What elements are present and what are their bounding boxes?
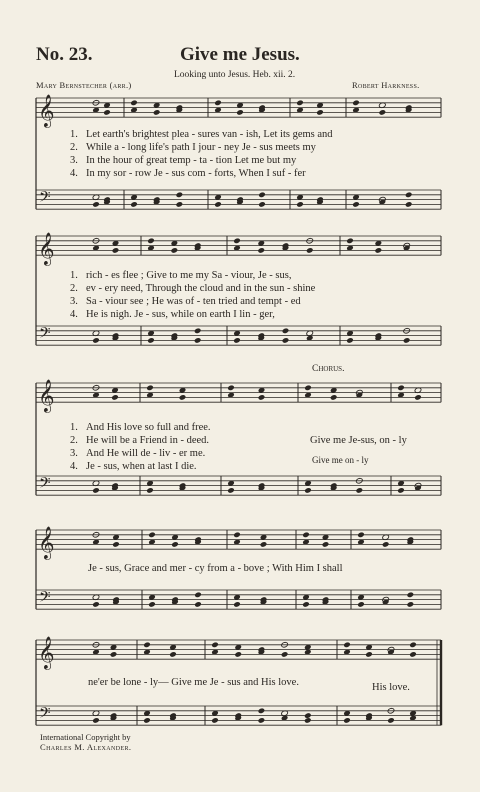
- note-head: [407, 592, 415, 599]
- note-head: [211, 642, 219, 649]
- note-head: [112, 541, 120, 548]
- note-head: [233, 238, 241, 245]
- note-head: [194, 328, 202, 335]
- system3-verse2: 2. He will be a Friend in - deed.: [70, 435, 210, 446]
- note-head: [92, 601, 100, 608]
- note-head: [397, 385, 405, 392]
- note-head: [143, 642, 151, 649]
- bass-clef-icon: 𝄢: [39, 474, 51, 496]
- note-head: [153, 109, 161, 116]
- note-head: [227, 385, 235, 392]
- note-head: [405, 192, 413, 199]
- note-head: [147, 337, 155, 344]
- note-head: [365, 651, 373, 658]
- note-head: [387, 717, 395, 724]
- bass-clef-icon: 𝄢: [39, 704, 51, 726]
- note-head: [233, 337, 241, 344]
- system3-verse3: 3. And He will de - liv - er me.: [70, 448, 206, 459]
- note-head: [146, 487, 154, 494]
- hymn-title: Give me Jesus.: [180, 44, 300, 65]
- note-head: [227, 487, 235, 494]
- system5-lyrics: ne'er be lone - ly— Give me Je - sus and His love.: [88, 677, 299, 688]
- note-head: [194, 601, 202, 608]
- note-head: [356, 487, 364, 494]
- treble-clef-icon: 𝄞: [38, 636, 55, 670]
- note-head: [130, 100, 138, 107]
- system5-echo: His love.: [372, 682, 410, 693]
- note-head: [403, 337, 411, 344]
- note-head: [304, 712, 312, 719]
- hymn-number: No. 23.: [36, 44, 93, 65]
- note-head: [316, 109, 324, 116]
- copyright-notice: [40, 732, 131, 752]
- note-head: [214, 100, 222, 107]
- system1-verse3: 3. In the hour of great temp - ta - tion Let me but my: [70, 155, 297, 166]
- note-head: [111, 394, 119, 401]
- note-heads: [92, 100, 422, 724]
- note-head: [282, 337, 290, 344]
- note-head: [357, 601, 365, 608]
- note-head: [409, 651, 417, 658]
- note-head: [302, 532, 310, 539]
- note-head: [330, 394, 338, 401]
- copyright-holder: Charles M. Alexander.: [40, 742, 132, 752]
- note-head: [169, 651, 177, 658]
- note-head: [304, 717, 312, 724]
- treble-clef-icon: 𝄞: [38, 232, 55, 266]
- note-head: [112, 247, 120, 254]
- note-head: [211, 717, 219, 724]
- system2-verse3: 3. Sa - viour see ; He was of - ten tried and tempt - ed: [70, 296, 301, 307]
- system3-verse1: 1. And His love so full and free.: [70, 422, 211, 433]
- note-head: [147, 238, 155, 245]
- note-head: [148, 532, 156, 539]
- author-credit: Robert Harkness.: [352, 80, 420, 90]
- note-head: [304, 487, 312, 494]
- note-head: [258, 708, 266, 715]
- staff-lines: [36, 98, 441, 725]
- system2-verse2: 2. ev - ery need, Through the cloud and in the sun - shine: [70, 283, 316, 294]
- note-head: [302, 601, 310, 608]
- note-head: [194, 337, 202, 344]
- note-head: [258, 717, 266, 724]
- system2-verse1: 1. rich - es flee ; Give to me my Sa - viour, Je - sus,: [70, 270, 292, 281]
- bass-clef-icon: 𝄢: [39, 588, 51, 610]
- note-head: [346, 238, 354, 245]
- note-head: [214, 201, 222, 208]
- note-head: [176, 201, 184, 208]
- note-head: [397, 487, 405, 494]
- scripture-reference: Looking unto Jesus. Heb. xii. 2.: [174, 70, 296, 80]
- note-head: [194, 592, 202, 599]
- composer-credit: Mary Bernstecher (arr.): [36, 80, 132, 90]
- note-head: [282, 328, 290, 335]
- note-head: [130, 201, 138, 208]
- note-head: [346, 337, 354, 344]
- note-head: [382, 541, 390, 548]
- note-head: [234, 651, 242, 658]
- chorus-bass-text: Give me on - ly: [312, 455, 369, 465]
- note-head: [179, 394, 187, 401]
- note-head: [92, 201, 100, 208]
- note-head: [357, 532, 365, 539]
- system1-verse1: 1. Let earth's brightest plea - sures van - ish, Let its gems and: [70, 129, 333, 140]
- note-head: [343, 642, 351, 649]
- note-head: [304, 385, 312, 392]
- note-head: [260, 541, 268, 548]
- note-head: [322, 541, 330, 548]
- note-head: [176, 192, 184, 199]
- system1-verse4: 4. In my sor - row Je - sus com - forts, When I suf - fer: [70, 168, 306, 179]
- note-head: [233, 532, 241, 539]
- system1-verse2: 2. While a - long life's path I jour - ney Je - sus meets my: [70, 142, 316, 153]
- bass-clef-icon: 𝄢: [39, 188, 51, 210]
- note-head: [375, 247, 383, 254]
- note-head: [171, 541, 179, 548]
- note-head: [110, 651, 118, 658]
- chorus-label: Chorus.: [312, 364, 345, 374]
- copyright-line: International Copyright by: [40, 732, 131, 742]
- note-head: [146, 385, 154, 392]
- note-head: [258, 394, 266, 401]
- note-head: [407, 601, 415, 608]
- note-head: [409, 642, 417, 649]
- note-head: [92, 717, 100, 724]
- note-head: [296, 201, 304, 208]
- note-head: [148, 601, 156, 608]
- note-head: [352, 201, 360, 208]
- note-head: [103, 109, 111, 116]
- note-head: [233, 601, 241, 608]
- note-head: [258, 192, 266, 199]
- note-head: [258, 201, 266, 208]
- bass-clef-icon: 𝄢: [39, 324, 51, 346]
- treble-clef-icon: 𝄞: [38, 526, 55, 560]
- note-head: [236, 109, 244, 116]
- chorus-soprano-text: Give me Je-sus, on - ly: [310, 435, 407, 446]
- note-head: [281, 651, 289, 658]
- clefs: [38, 94, 55, 725]
- note-head: [257, 247, 265, 254]
- note-head: [352, 100, 360, 107]
- note-head: [405, 201, 413, 208]
- note-head: [171, 247, 179, 254]
- treble-clef-icon: 𝄞: [38, 94, 55, 128]
- system3-verse4: 4. Je - sus, when at last I die.: [70, 461, 197, 472]
- note-head: [379, 109, 387, 116]
- note-head: [306, 247, 314, 254]
- system2-verse4: 4. He is nigh. Je - sus, while on earth I lin - ger,: [70, 309, 275, 320]
- treble-clef-icon: 𝄞: [38, 379, 55, 413]
- note-head: [143, 717, 151, 724]
- note-head: [414, 394, 422, 401]
- note-head: [92, 487, 100, 494]
- note-head: [296, 100, 304, 107]
- note-head: [92, 337, 100, 344]
- system4-lyrics: Je - sus, Grace and mer - cy from a - bove ; With Him I shall: [88, 563, 343, 574]
- note-head: [343, 717, 351, 724]
